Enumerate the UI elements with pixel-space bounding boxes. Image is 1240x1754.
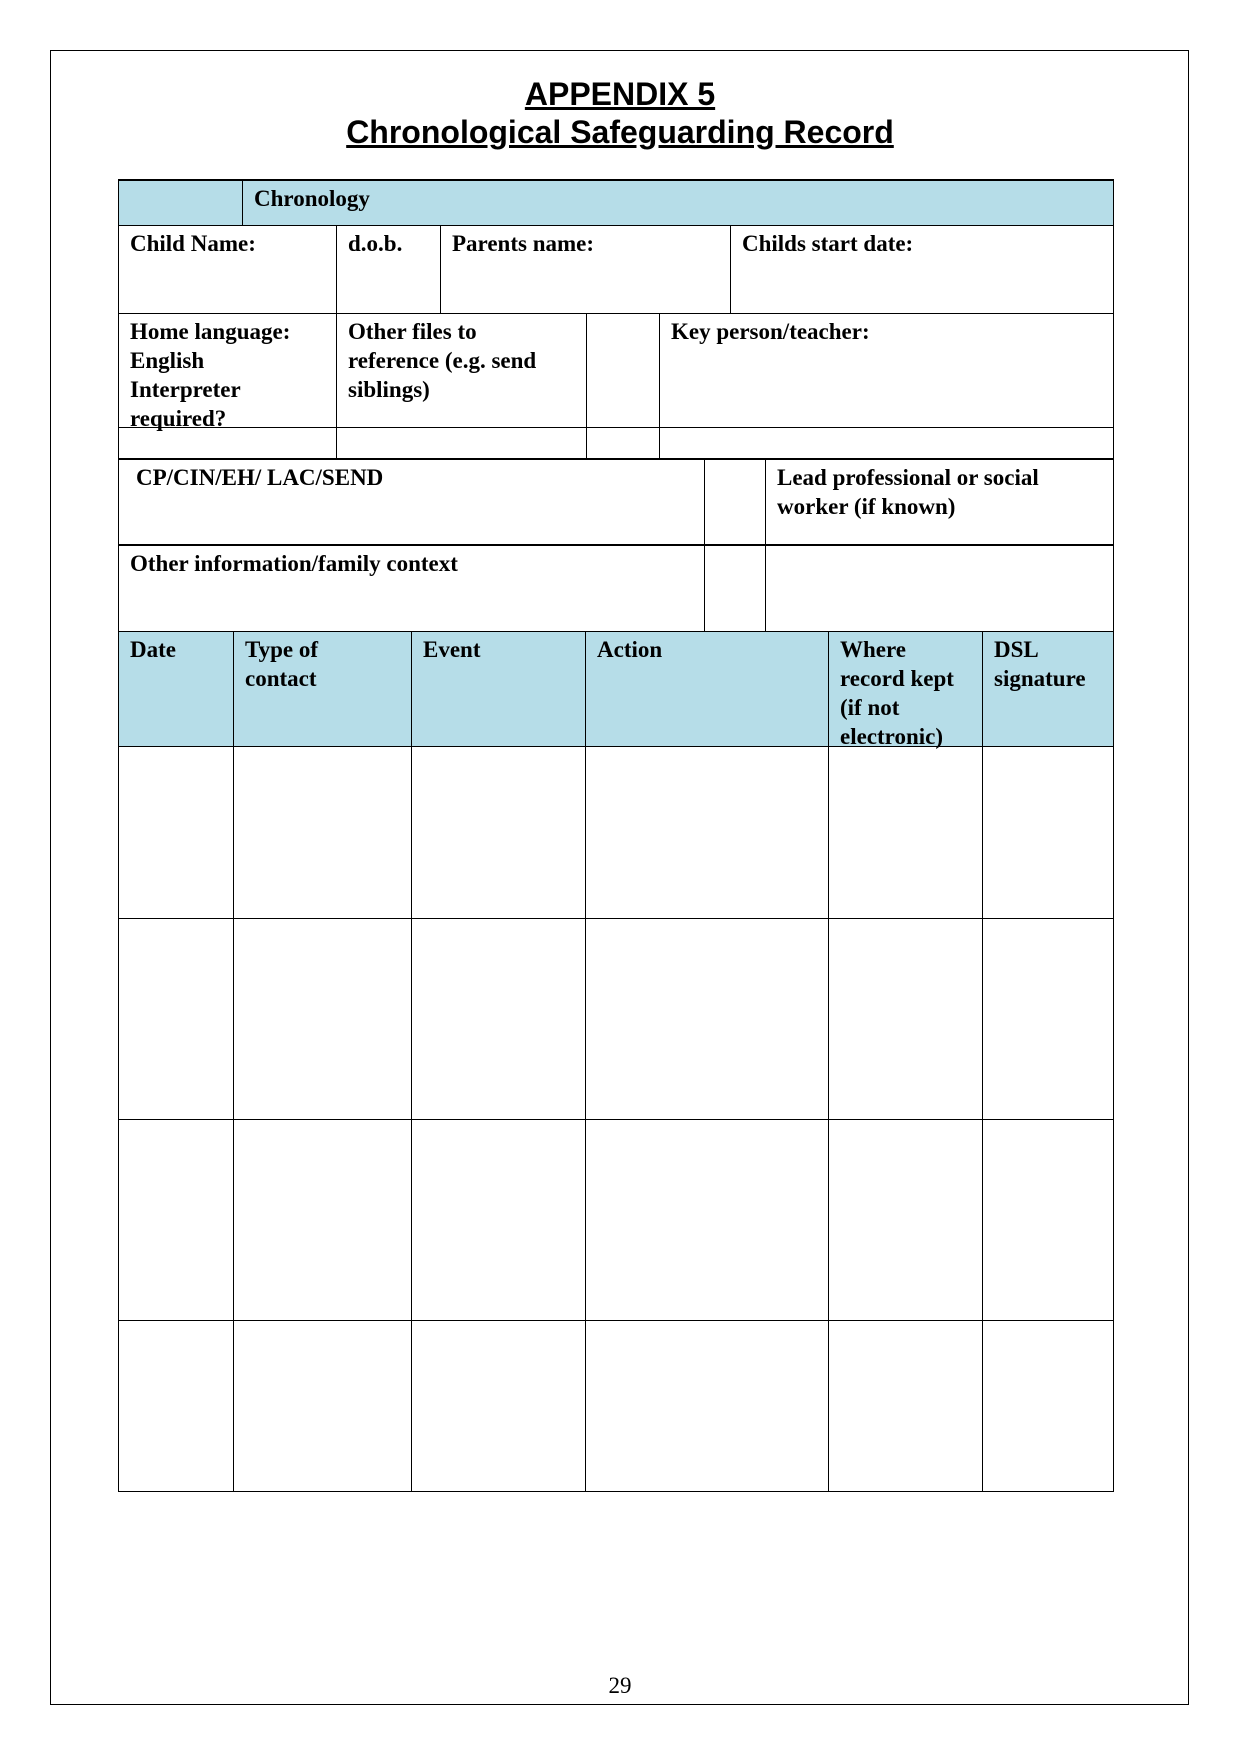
status-codes-label: CP/CIN/EH/ LAC/SEND <box>136 465 384 490</box>
child-name-label: Child Name: <box>130 231 256 256</box>
log-cell-event[interactable] <box>411 746 585 918</box>
log-cell-type[interactable] <box>233 1119 411 1320</box>
log-cell-dsl[interactable] <box>982 1320 1114 1492</box>
chronology-label: Chronology <box>254 186 370 211</box>
chronology-blank-cell <box>118 179 242 225</box>
log-cell-where[interactable] <box>828 746 982 918</box>
log-cell-date[interactable] <box>118 918 233 1119</box>
log-cell-event[interactable] <box>411 1320 585 1492</box>
log-cell-dsl[interactable] <box>982 1119 1114 1320</box>
key-person-label: Key person/teacher: <box>671 319 870 344</box>
log-cell-where[interactable] <box>828 918 982 1119</box>
blank-cell-d[interactable] <box>659 427 1114 458</box>
other-information-value[interactable] <box>704 544 765 631</box>
other-files-label: Other files to reference (e.g. send siblings) <box>348 319 537 402</box>
parents-name-field[interactable] <box>440 225 730 313</box>
log-cell-dsl[interactable] <box>982 918 1114 1119</box>
log-cell-event[interactable] <box>411 918 585 1119</box>
log-cell-where[interactable] <box>828 1119 982 1320</box>
parents-name-label: Parents name: <box>452 231 595 256</box>
log-cell-type[interactable] <box>233 1320 411 1492</box>
log-cell-action[interactable] <box>585 746 828 918</box>
log-header-action <box>585 631 828 746</box>
chronology-header <box>242 179 1114 225</box>
log-header-type <box>233 631 411 746</box>
other-information-extra[interactable] <box>765 544 1114 631</box>
log-cell-dsl[interactable] <box>982 746 1114 918</box>
other-information-field[interactable] <box>118 544 704 631</box>
log-cell-event[interactable] <box>411 1119 585 1320</box>
childs-start-date-field[interactable] <box>730 225 1114 313</box>
log-cell-type[interactable] <box>233 918 411 1119</box>
log-header-where-label: Where record kept (if not electronic) <box>840 637 954 749</box>
other-information-label: Other information/family context <box>130 551 458 576</box>
log-header-where <box>828 631 982 749</box>
status-codes-value[interactable] <box>704 458 765 544</box>
log-cell-date[interactable] <box>118 1320 233 1492</box>
blank-cell-b[interactable] <box>336 427 586 458</box>
log-cell-where[interactable] <box>828 1320 982 1492</box>
log-cell-date[interactable] <box>118 1119 233 1320</box>
appendix-heading: APPENDIX 5 <box>524 76 716 112</box>
log-cell-action[interactable] <box>585 918 828 1119</box>
lead-professional-field[interactable] <box>765 458 1114 544</box>
page-number: 29 <box>608 1673 632 1698</box>
other-files-field[interactable] <box>336 313 586 427</box>
log-header-event <box>411 631 585 746</box>
key-person-field[interactable] <box>659 313 1114 427</box>
log-header-date <box>118 631 233 746</box>
page-title: Chronological Safeguarding Record <box>346 114 894 150</box>
log-header-dsl-label: DSL signature <box>994 637 1086 691</box>
log-cell-action[interactable] <box>585 1320 828 1492</box>
log-header-event-label: Event <box>423 637 481 662</box>
log-header-type-label: Type of contact <box>245 637 319 691</box>
dob-label: d.o.b. <box>348 231 403 256</box>
home-language-field[interactable] <box>118 313 336 431</box>
log-cell-date[interactable] <box>118 746 233 918</box>
dob-field[interactable] <box>336 225 440 313</box>
childs-start-date-label: Childs start date: <box>742 231 914 256</box>
log-header-action-label: Action <box>597 637 663 662</box>
lead-professional-label: Lead professional or social worker (if known) <box>777 465 1039 519</box>
log-header-dsl <box>982 631 1114 746</box>
child-name-field[interactable] <box>118 225 336 313</box>
status-codes-field[interactable] <box>118 458 704 544</box>
log-cell-action[interactable] <box>585 1119 828 1320</box>
log-cell-type[interactable] <box>233 746 411 918</box>
other-files-value[interactable] <box>586 313 659 427</box>
log-header-date-label: Date <box>130 637 176 662</box>
blank-cell-a[interactable] <box>118 427 336 458</box>
blank-cell-c[interactable] <box>586 427 659 458</box>
home-language-label: Home language: English Interpreter required? <box>130 319 291 431</box>
